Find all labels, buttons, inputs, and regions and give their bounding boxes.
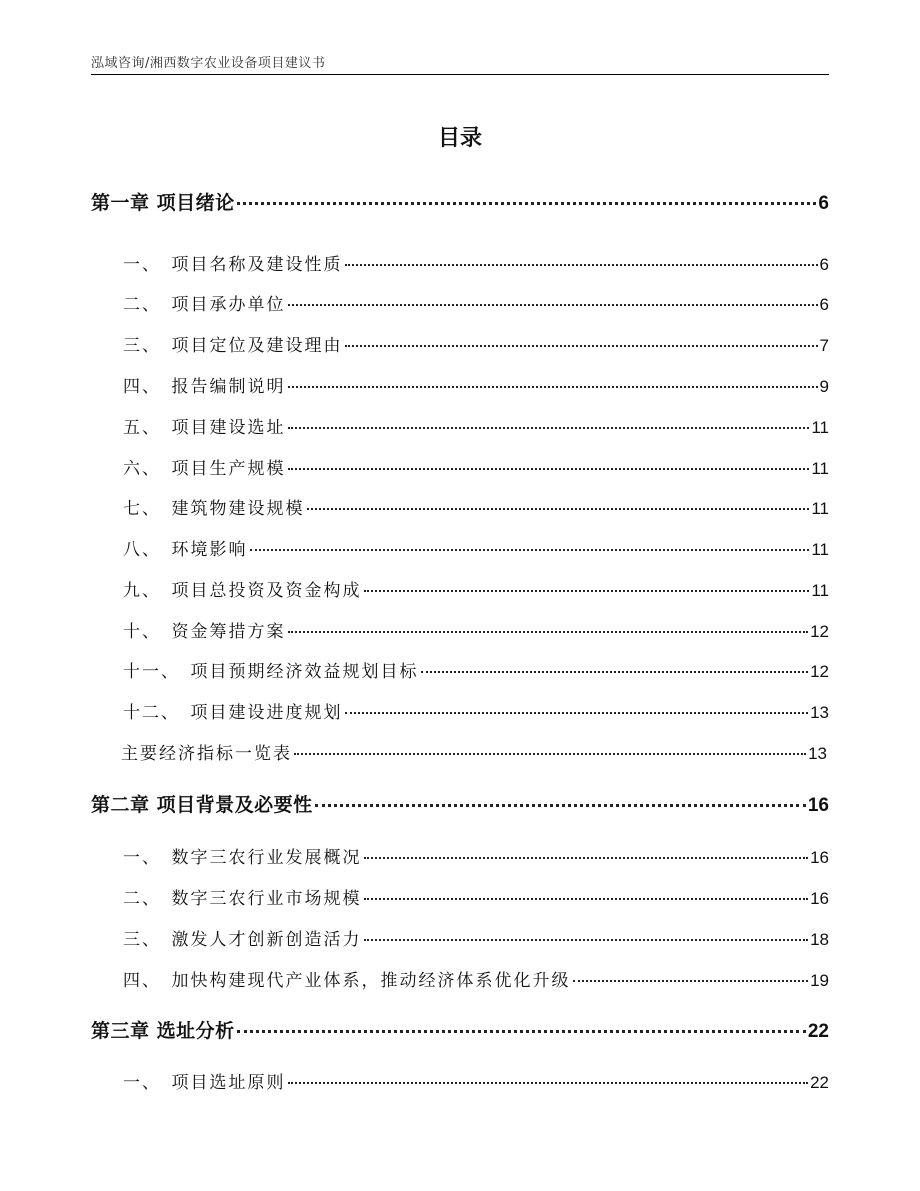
toc-section-entry[interactable] — [123, 454, 829, 479]
toc-leader-dots — [237, 1030, 806, 1033]
toc-section-entry[interactable] — [123, 331, 829, 356]
toc-page-number: 16 — [807, 795, 829, 816]
toc-page-number: 11 — [811, 581, 829, 600]
toc-page-number: 9 — [819, 377, 829, 396]
toc-section-entry[interactable] — [123, 843, 829, 868]
toc-section-entry[interactable] — [123, 250, 829, 275]
toc-section-entry[interactable] — [123, 413, 829, 438]
toc-section-entry[interactable] — [123, 576, 829, 601]
toc-chapter-entry[interactable] — [91, 790, 829, 817]
toc-entry-title: 八、 环境影响 — [123, 540, 248, 560]
toc-entry-title: 一、 项目名称及建设性质 — [123, 255, 343, 275]
toc-section-entry[interactable] — [123, 925, 829, 950]
toc-entry-title: 十、 资金筹措方案 — [123, 622, 286, 642]
toc-leader-dots — [288, 427, 810, 429]
toc-leader-dots — [345, 345, 818, 347]
toc-page-number: 12 — [810, 662, 829, 681]
toc-section-entry[interactable] — [123, 1068, 829, 1093]
toc-section-entry[interactable] — [123, 494, 829, 519]
toc-leader-dots — [307, 508, 810, 510]
toc-page-number: 13 — [808, 744, 827, 763]
toc-leader-dots — [288, 386, 818, 388]
toc-entry-title: 三、 激发人才创新创造活力 — [123, 930, 362, 950]
toc-leader-dots — [288, 1082, 809, 1084]
toc-entry-title: 四、 报告编制说明 — [123, 377, 286, 397]
toc-leader-dots — [288, 304, 818, 306]
toc-entry-title: 七、 建筑物建设规模 — [123, 499, 305, 519]
toc-leader-dots — [421, 671, 809, 673]
toc-leader-dots — [364, 898, 809, 900]
page-header: 泓域咨询/湘西数字农业设备项目建议书 — [91, 56, 326, 71]
toc-section-entry[interactable] — [123, 966, 829, 991]
toc-leader-dots — [288, 468, 810, 470]
toc-entry-title: 四、 加快构建现代产业体系，推动经济体系优化升级 — [123, 971, 571, 991]
toc-entry-title: 一、 项目选址原则 — [123, 1073, 286, 1093]
toc-page-number: 16 — [810, 889, 829, 908]
toc-section-entry[interactable] — [123, 617, 829, 642]
toc-entry-title: 主要经济指标一览表 — [121, 744, 292, 764]
toc-entry-title: 三、 项目定位及建设理由 — [123, 336, 343, 356]
toc-page-number: 22 — [807, 1021, 829, 1042]
toc-page-number: 6 — [819, 255, 829, 274]
toc-leader-dots — [364, 590, 810, 592]
toc-section-entry[interactable] — [123, 290, 829, 315]
toc-entry-title: 二、 数字三农行业市场规模 — [123, 889, 362, 909]
toc-leader-dots — [315, 804, 806, 807]
toc-section-entry[interactable] — [123, 372, 829, 397]
toc-entry-title: 十一、 项目预期经济效益规划目标 — [123, 662, 419, 682]
toc-entry-title: 五、 项目建设选址 — [123, 418, 286, 438]
toc-section-entry[interactable] — [121, 739, 827, 764]
toc-title: 目录 — [437, 126, 482, 151]
toc-section-entry[interactable] — [123, 884, 829, 909]
toc-leader-dots — [364, 857, 809, 859]
toc-leader-dots — [364, 939, 809, 941]
toc-leader-dots — [250, 549, 810, 551]
toc-leader-dots — [345, 712, 809, 714]
toc-page-number: 16 — [810, 848, 829, 867]
toc-page-number: 11 — [811, 418, 829, 437]
toc-page-number: 18 — [810, 930, 829, 949]
toc-leader-dots — [237, 202, 817, 205]
toc-entry-title: 二、 项目承办单位 — [123, 295, 286, 315]
toc-entry-title: 九、 项目总投资及资金构成 — [123, 581, 362, 601]
toc-leader-dots — [573, 980, 809, 982]
toc-page-number: 7 — [819, 336, 829, 355]
toc-leader-dots — [288, 631, 809, 633]
toc-section-entry[interactable] — [123, 698, 829, 723]
toc-leader-dots — [345, 264, 818, 266]
toc-page-number: 11 — [811, 459, 829, 478]
toc-entry-title: 一、 数字三农行业发展概况 — [123, 848, 362, 868]
toc-leader-dots — [294, 753, 806, 755]
toc-section-entry[interactable] — [123, 657, 829, 682]
toc-page-number: 22 — [810, 1073, 829, 1092]
toc-entry-title: 第三章 选址分析 — [91, 1020, 235, 1042]
toc-section-entry[interactable] — [123, 535, 829, 560]
toc-page-number: 19 — [810, 971, 829, 990]
toc-chapter-entry[interactable] — [91, 188, 829, 215]
toc-entry-title: 十二、 项目建设进度规划 — [123, 703, 343, 723]
toc-page-number: 11 — [811, 499, 829, 518]
header-rule — [91, 74, 829, 75]
toc-entry-title: 第一章 项目绪论 — [91, 192, 235, 214]
toc-page-number: 13 — [810, 703, 829, 722]
toc-entry-title: 六、 项目生产规模 — [123, 459, 286, 479]
toc-page-number: 6 — [818, 193, 829, 214]
toc-entry-title: 第二章 项目背景及必要性 — [91, 794, 313, 816]
toc-page-number: 6 — [819, 295, 829, 314]
toc-chapter-entry[interactable] — [91, 1016, 829, 1043]
toc-page-number: 11 — [811, 540, 829, 559]
toc-page-number: 12 — [810, 622, 829, 641]
